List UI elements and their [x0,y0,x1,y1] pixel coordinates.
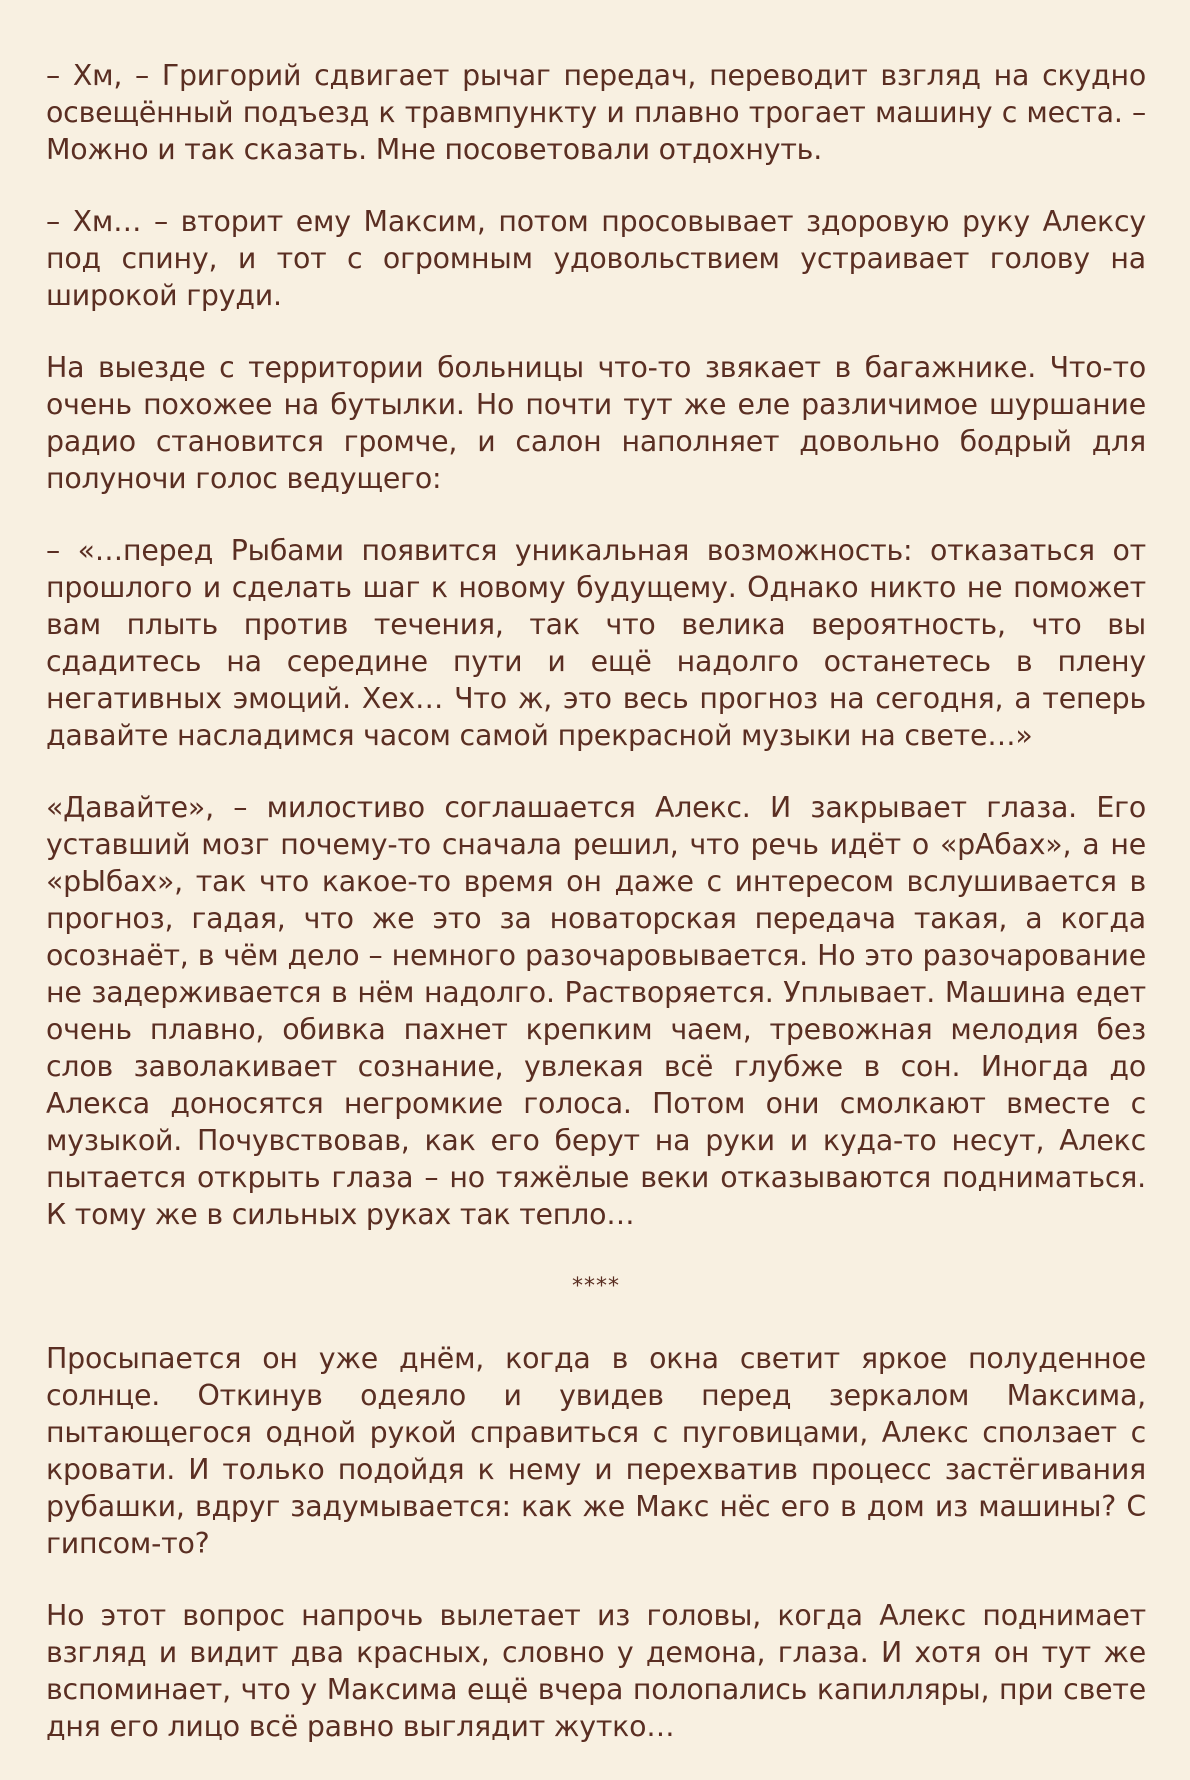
book-page [46,57,1146,1780]
paragraph: – Хм, – Григорий сдвигает рычаг передач, переводит взгляд на скудно освещённый подъезд к травмпункту и плавно трогает машину с места. – Можно и так сказать. Мне посоветовали отдохнуть. [46,59,1146,166]
paragraph: Просыпается он уже днём, когда в окна светит яркое полуденное солнце. Откинув одеяло и увидев перед зеркалом Максима, пытающегося одной рукой справиться с пуговицами, Алекс сползает с кровати. И только подойдя к нему и перехватив процесс застёгивания рубашки, вдруг задумывается: как же Макс нёс его в дом из машины? С гипсом-то? [46,1342,1146,1560]
paragraph: – Хм… – вторит ему Максим, потом просовывает здоровую руку Алексу под спину, и тот с огромным удовольствием устраивает голову на широкой груди. [46,205,1146,312]
paragraph: «Давайте», – милостиво соглашается Алекс. И закрывает глаза. Его уставший мозг почему-то сначала решил, что речь идёт о «рАбах», а не «рЫбах», так что какое-то время он даже с интересом вслушивается в прогноз, гадая, что же это за новаторская передача такая, а когда осознаёт, в чём дело – немного разочаровывается. Но это разочарование не задерживается в нём надолго. Растворяется. Уплывает. Машина едет очень плавно, обивка пахнет крепким чаем, тревожная мелодия без слов заволакивает сознание, увлекая всё глубже в сон. Иногда до Алекса доносятся негромкие голоса. Потом они смолкают вместе с музыкой. Почувствовав, как его берут на руки и куда-то несут, Алекс пытается открыть глаза – но тяжёлые веки отказываются подниматься. К тому же в сильных руках так тепло… [46,791,1146,1231]
section-separator: **** [572,1274,620,1299]
paragraph: Но этот вопрос напрочь вылетает из головы, когда Алекс поднимает взгляд и видит два красных, словно у демона, глаза. И хотя он тут же вспоминает, что у Максима ещё вчера полопались капилляры, при свете дня его лицо всё равно выглядит жутко… [46,1599,1146,1743]
paragraph: – «…перед Рыбами появится уникальная возможность: отказаться от прошлого и сделать шаг к новому будущему. Однако никто не поможет вам плыть против течения, так что велика вероятность, что вы сдадитесь на середине пути и ещё надолго останетесь в плену негативных эмоций. Хех… Что ж, это весь прогноз на сегодня, а теперь давайте насладимся часом самой прекрасной музыки на свете…» [46,534,1146,752]
paragraph: На выезде с территории больницы что-то звякает в багажнике. Что-то очень похожее на бутылки. Но почти тут же еле различимое шуршание радио становится громче, и салон наполняет довольно бодрый для полуночи голос ведущего: [46,351,1146,495]
